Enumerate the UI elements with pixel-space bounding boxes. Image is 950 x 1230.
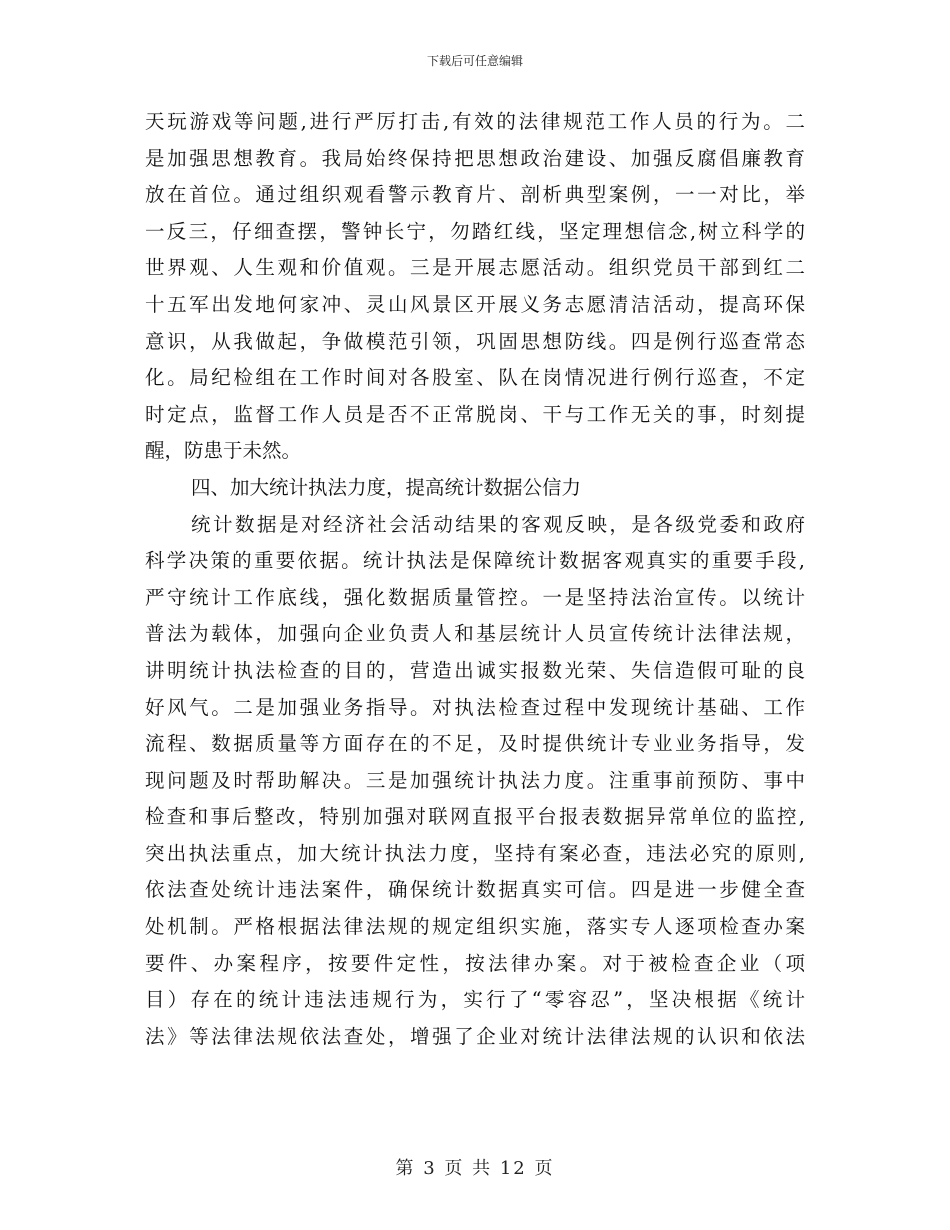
- text-line: 一反三，仔细查摆，警钟长宁，勿踏红线，坚定理想信念,树立科学的: [145, 219, 805, 243]
- text-line: 天玩游戏等问题,进行严厉打击,有效的法律规范工作人员的行为。二: [145, 110, 805, 133]
- text-line: 醒，防患于未然。: [145, 439, 302, 463]
- text-line: 科学决策的重要依据。统计执法是保障统计数据客观真实的重要手段,: [145, 549, 805, 573]
- page-header-note: 下载后可任意编辑: [426, 54, 523, 68]
- text-line: 普法为载体，加强向企业负责人和基层统计人员宣传统计法律法规，: [145, 622, 805, 646]
- text-line: 十五军出发地何家冲、灵山风景区开展义务志愿清洁活动，提高环保: [145, 292, 805, 316]
- document-body: [145, 104, 805, 1055]
- text-line: 化。局纪检组在工作时间对各股室、队在岗情况进行例行巡查，不定: [145, 366, 805, 390]
- text-line: 要件、办案程序，按要件定性，按法律办案。对于被检查企业（项: [145, 951, 805, 975]
- text-line: 世界观、人生观和价值观。三是开展志愿活动。组织党员干部到红二: [145, 256, 805, 280]
- text-line: 处机制。严格根据法律法规的规定组织实施，落实专人逐项检查办案: [145, 915, 805, 939]
- text-line: 法》等法律法规依法查处，增强了企业对统计法律法规的认识和依法: [145, 1024, 805, 1048]
- text-line: 意识，从我做起，争做模范引领，巩固思想防线。四是例行巡查常态: [145, 329, 805, 353]
- text-line: 时定点，监督工作人员是否不正常脱岗、干与工作无关的事，时刻提: [145, 402, 805, 426]
- text-line: 依法查处统计违法案件，确保统计数据真实可信。四是进一步健全查: [145, 878, 805, 902]
- text-line: 严守统计工作底线，强化数据质量管控。一是坚持法治宣传。以统计: [145, 585, 805, 609]
- text-line: 现问题及时帮助解决。三是加强统计执法力度。注重事前预防、事中: [145, 768, 805, 792]
- page-number-footer: 第 3 页 共 12 页: [395, 1158, 555, 1179]
- section-heading: 四、加大统计执法力度，提高统计数据公信力: [191, 475, 582, 499]
- text-line: 统计数据是对经济社会活动结果的客观反映，是各级党委和政府: [191, 512, 805, 536]
- text-line: 好风气。二是加强业务指导。对执法检查过程中发现统计基础、工作: [145, 695, 805, 719]
- text-line: 突出执法重点，加大统计执法力度，坚持有案必查，违法必究的原则,: [145, 841, 805, 865]
- text-line: 检查和事后整改，特别加强对联网直报平台报表数据异常单位的监控,: [145, 805, 805, 829]
- text-line: 是加强思想教育。我局始终保持把思想政治建设、加强反腐倡廉教育: [145, 146, 805, 170]
- text-line: 流程、数据质量等方面存在的不足，及时提供统计专业业务指导，发: [145, 732, 805, 756]
- text-line: 目）存在的统计违法违规行为，实行了“零容忍”，坚决根据《统计: [145, 988, 805, 1012]
- text-line: 讲明统计执法检查的目的，营造出诚实报数光荣、失信造假可耻的良: [145, 658, 805, 682]
- text-line: 放在首位。通过组织观看警示教育片、剖析典型案例，一一对比，举: [145, 183, 805, 207]
